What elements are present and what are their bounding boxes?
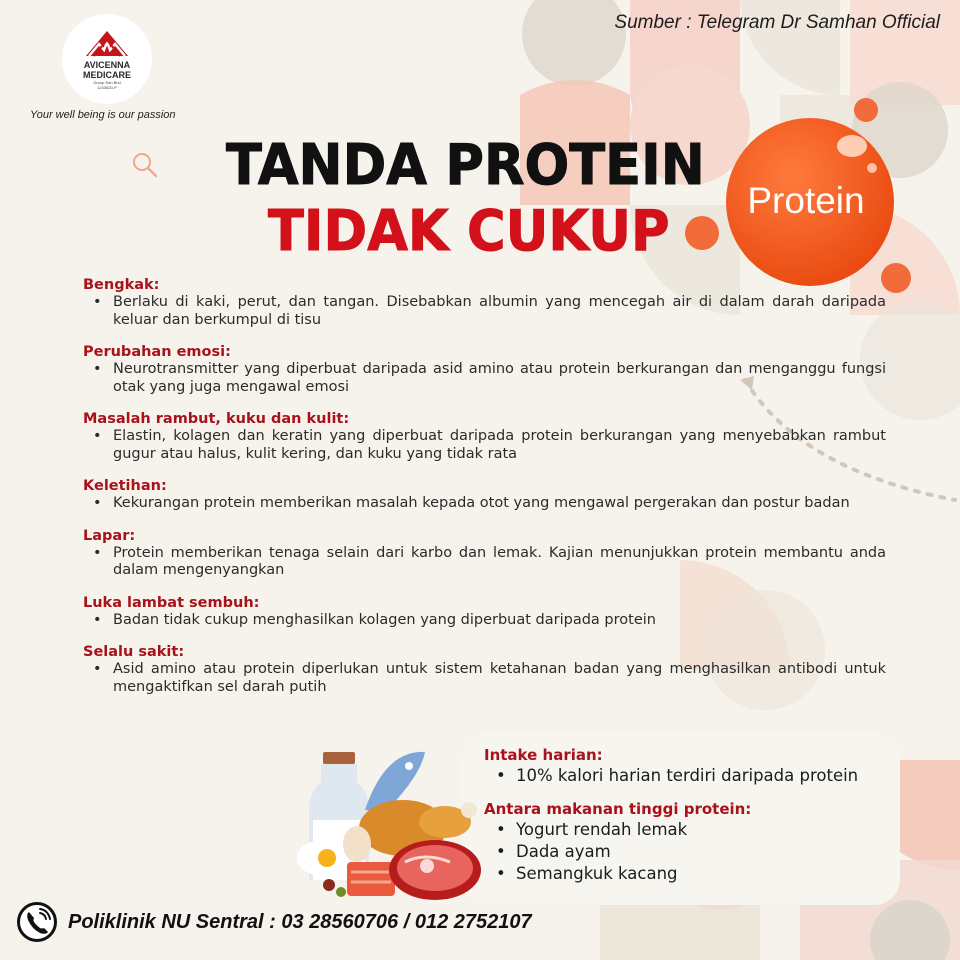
symptom-item (83, 643, 886, 696)
logo-name-line1: AVICENNA (83, 60, 131, 70)
logo-sub-line1: Group Sdn Bhd (93, 80, 121, 85)
avicenna-logo (62, 14, 152, 104)
bullet-icon: • (93, 428, 102, 444)
contact-row (16, 901, 532, 943)
symptom-heading: Masalah rambut, kuku dan kulit: (83, 411, 350, 427)
list-item (484, 819, 904, 841)
bullet-icon: • (496, 864, 506, 883)
symptom-heading: Luka lambat sembuh: (83, 594, 260, 611)
bullet-icon: • (496, 820, 506, 839)
bullet-icon: • (93, 495, 102, 511)
symptom-item (83, 527, 886, 580)
symptom-heading: Keletihan: (83, 478, 167, 494)
bullet-icon: • (93, 294, 102, 310)
symptom-item (83, 477, 886, 513)
food-item: Dada ayam (516, 842, 611, 861)
protein-food-illustration (295, 750, 490, 910)
contact-text: Poliklinik NU Sentral : 03 28560706 / 012 2752107 (68, 910, 532, 933)
intake-section (484, 745, 904, 885)
title-line1: TANDA PROTEIN (226, 133, 705, 198)
symptom-item (83, 276, 886, 329)
bullet-icon: • (93, 661, 102, 677)
symptom-text: Protein memberikan tenaga selain dari karbo dan lemak. Kajian menunjukkan protein membantu anda dalam mengenyangkan (113, 544, 886, 578)
bullet-icon: • (93, 361, 102, 377)
symptom-heading: Perubahan emosi: (83, 344, 231, 360)
symptom-text: Neurotransmitter yang diperbuat daripada asid amino atau protein berkurangan dan menganggu fungsi otak yang juga mengawal emosi (113, 361, 886, 395)
bullet-icon: • (496, 842, 506, 861)
foods-heading: Antara makanan tinggi protein: (484, 800, 752, 818)
food-item: Semangkuk kacang (516, 864, 678, 883)
symptom-text: Badan tidak cukup menghasilkan kolagen yang diperbuat daripada protein (113, 611, 656, 628)
symptom-text: Asid amino atau protein diperlukan untuk sistem ketahanan badan yang menghasilkan antibodi untuk mengaktifkan sel darah putih (113, 661, 886, 695)
logo-mountain-icon (84, 28, 130, 60)
food-item: Yogurt rendah lemak (516, 820, 688, 839)
protein-badge-label: Protein (747, 180, 865, 221)
tagline: Your well being is our passion (30, 109, 176, 121)
symptom-item (83, 343, 886, 396)
phone-icon (16, 901, 58, 943)
list-item (484, 841, 904, 863)
title-line2: TIDAK CUKUP (268, 199, 670, 264)
symptom-item (83, 410, 886, 463)
intake-heading: Intake harian: (484, 746, 603, 764)
bullet-icon: • (93, 544, 102, 561)
list-item (484, 765, 904, 787)
symptom-heading: Selalu sakit: (83, 644, 185, 660)
logo-name-line2: MEDICARE (82, 70, 131, 80)
symptom-list (83, 276, 886, 710)
symptom-text: Elastin, kolagen dan keratin yang diperbuat daripada protein berkurangan yang menyebabkan rambut gugur atau halus, kulit kering, dan kuku yang tidak rata (113, 428, 886, 462)
list-item (484, 863, 904, 885)
symptom-text: Berlaku di kaki, perut, dan tangan. Disebabkan albumin yang mencegah air di dalam darah daripada keluar dan berkumpul di tisu (113, 294, 886, 328)
intake-item: 10% kalori harian terdiri daripada protein (516, 766, 859, 785)
symptom-item (83, 594, 886, 630)
bullet-icon: • (496, 766, 506, 785)
bullet-icon: • (93, 611, 102, 628)
logo-sub-line2: 1243820-P (97, 85, 117, 90)
symptom-heading: Lapar: (83, 527, 136, 544)
symptom-text: Kekurangan protein memberikan masalah kepada otot yang mengawal pergerakan dan postur badan (113, 495, 850, 511)
source-credit: Sumber : Telegram Dr Samhan Official (614, 12, 940, 33)
symptom-heading: Bengkak: (83, 277, 160, 293)
search-icon (130, 150, 160, 180)
